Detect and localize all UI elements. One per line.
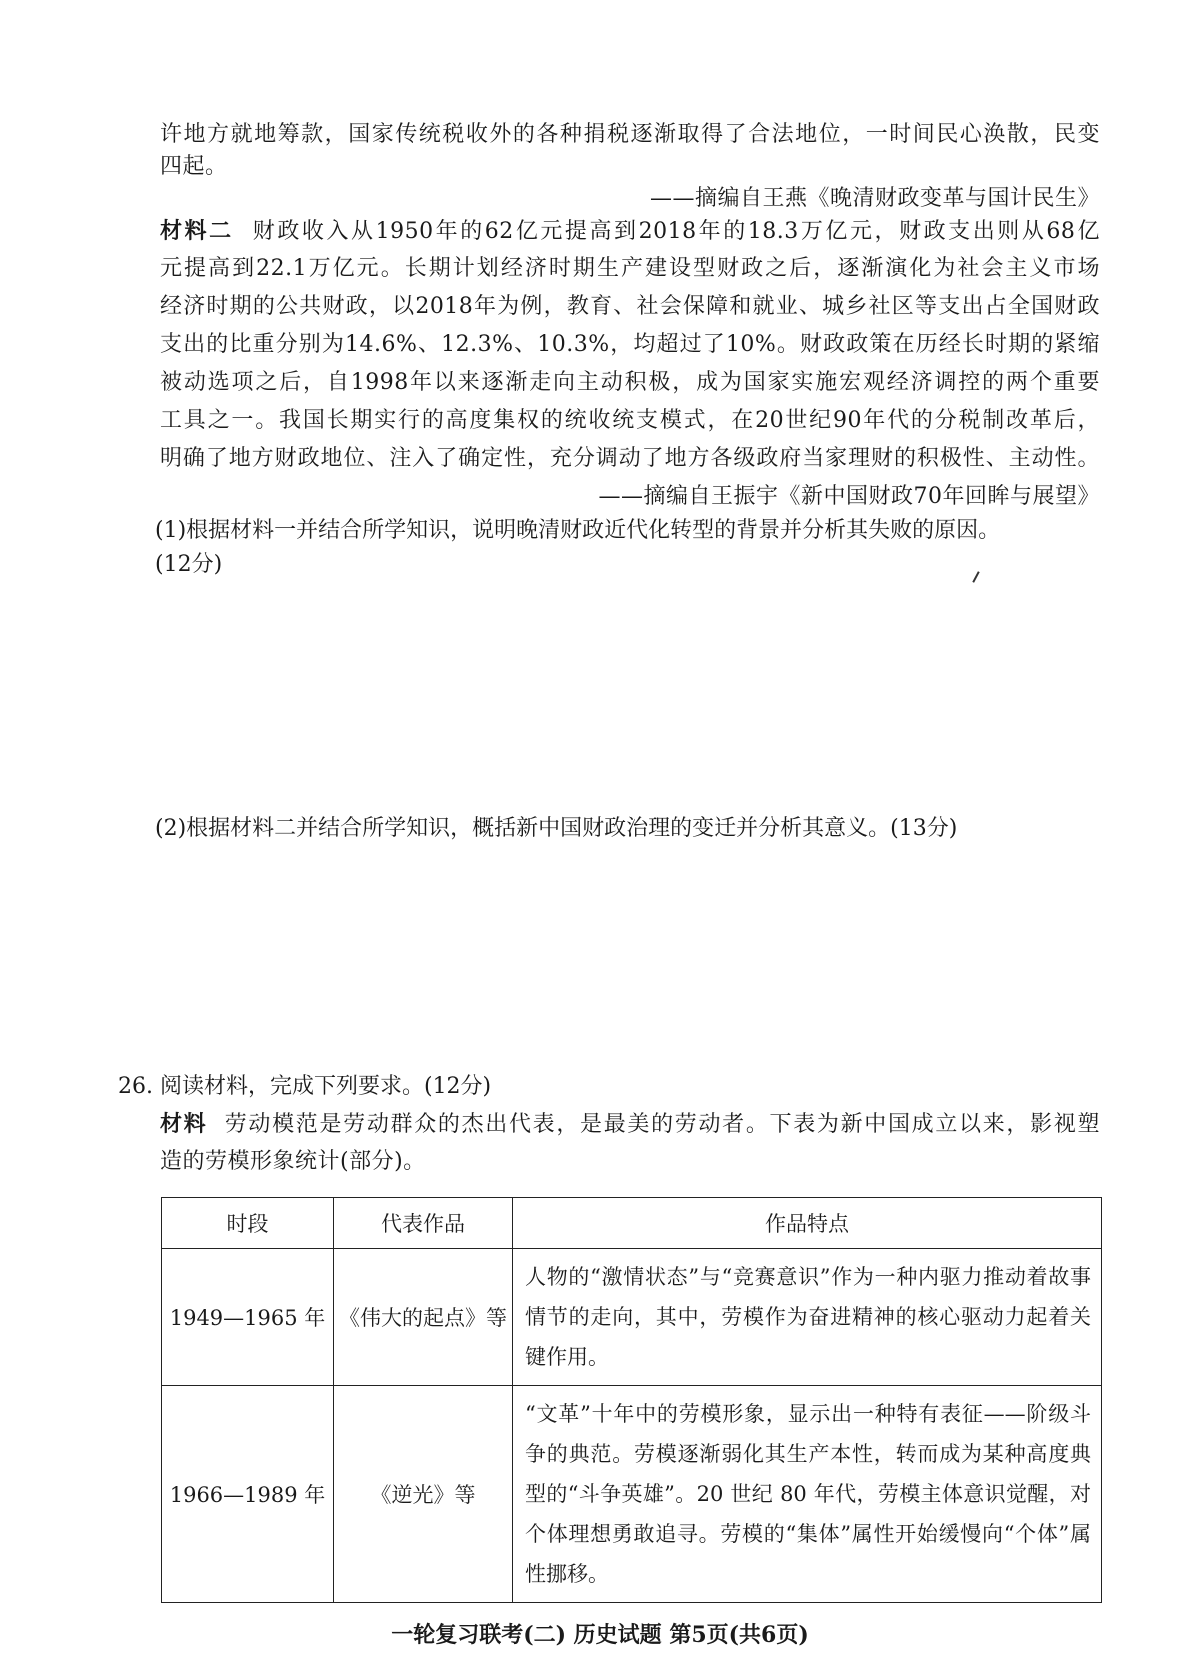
question-1: (1)根据材料一并结合所学知识，说明晚清财政近代化转型的背景并分析其失败的原因。 [155, 518, 1001, 543]
table-cell-work: 《逆光》等 [334, 1386, 513, 1603]
table-cell-work: 《伟大的起点》等 [334, 1249, 513, 1386]
material2-line: 明确了地方财政地位、注入了确定性，充分调动了地方各级政府当家理财的积极性、主动性。 [160, 446, 1100, 471]
material1-line: 许地方就地筹款，国家传统税收外的各种捐税逐渐取得了合法地位，一时间民心涣散，民变 [160, 122, 1100, 147]
material2-line: 工具之一。我国长期实行的高度集权的统收统支模式，在20世纪90年代的分税制改革后， [160, 408, 1100, 433]
material2-line: 经济时期的公共财政，以2018年为例，教育、社会保障和就业、城乡社区等支出占全国财政 [160, 294, 1100, 319]
material2-line: 支出的比重分别为14.6%、12.3%、10.3%，均超过了10%。财政政策在历经长时期的紧缩 [160, 332, 1100, 357]
table-row [162, 1249, 1102, 1386]
table-row [162, 1386, 1102, 1603]
material2-line [160, 220, 1100, 243]
table-cell-period: 1966—1989 年 [162, 1386, 334, 1603]
material1-source: ——摘编自王燕《晚清财政变革与国计民生》 [649, 186, 1100, 211]
table-cell-feature: “文革”十年中的劳模形象，显示出一种特有表征——阶级斗争的典范。劳模逐渐弱化其生产本性，转而成为某种高度典型的“斗争英雄”。20 世纪 80 年代，劳模主体意识觉醒，对个体理想勇敢追寻。劳模的“集体”属性开始缓慢向“个体”属性挪移。 [513, 1386, 1102, 1603]
material2-line: 元提高到22.1万亿元。长期计划经济时期生产建设型财政之后，逐渐演化为社会主义市场 [160, 256, 1100, 281]
question26-label: 材料 [160, 1111, 208, 1137]
question26-line: 材料 劳动模范是劳动群众的杰出代表，是最美的劳动者。下表为新中国成立以来，影视塑 [160, 1111, 1100, 1137]
material2-text: 财政收入从1950年的62亿元提高到2018年的18.3万亿元，财政支出则从68亿 [252, 219, 1100, 244]
table-header-period: 时段 [162, 1198, 334, 1249]
table-header-feature: 作品特点 [513, 1198, 1102, 1249]
table-header-work: 代表作品 [334, 1198, 513, 1249]
material2-label: 材料二 [160, 218, 234, 244]
question-1-score: (12分) [155, 552, 223, 577]
question-26-heading: 26. 阅读材料，完成下列要求。(12分) [118, 1074, 492, 1099]
material2-line: 被动选项之后，自1998年以来逐渐走向主动积极，成为国家实施宏观经济调控的两个重要 [160, 370, 1100, 395]
material1-line: 四起。 [160, 154, 228, 179]
table-header-row [162, 1198, 1102, 1249]
question-2: (2)根据材料二并结合所学知识，概括新中国财政治理的变迁并分析其意义。(13分) [155, 816, 958, 841]
material2-source: ——摘编自王振宇《新中国财政70年回眸与展望》 [598, 484, 1100, 509]
stray-pen-mark [972, 571, 979, 583]
page-footer: 一轮复习联考(二) 历史试题 第5页(共6页) [391, 1622, 809, 1648]
table-cell-feature: 人物的“激情状态”与“竞赛意识”作为一种内驱力推动着故事情节的走向，其中，劳模作为奋进精神的核心驱动力起着关键作用。 [513, 1249, 1102, 1386]
question26-line: 造的劳模形象统计(部分)。 [160, 1149, 426, 1174]
table-cell-period: 1949—1965 年 [162, 1249, 334, 1386]
labor-model-table [161, 1197, 1102, 1603]
